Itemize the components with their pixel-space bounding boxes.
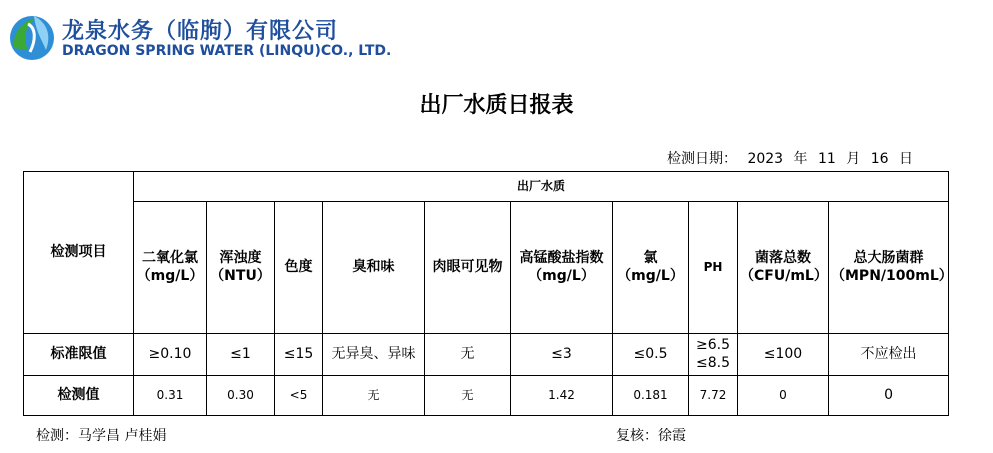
company-name-en: DRAGON SPRING WATER (LINQU)CO., LTD. <box>62 43 392 59</box>
column-header: 二氧化氯（mg/L） <box>134 202 207 334</box>
column-header: 氯（mg/L） <box>613 202 689 334</box>
table-cell: 无 <box>425 376 511 416</box>
table-cell: ≥0.10 <box>134 334 207 376</box>
water-drop-logo-icon <box>6 10 58 62</box>
table-cell: ≤1 <box>207 334 275 376</box>
limit-row-label: 标准限值 <box>24 334 134 376</box>
date-day-unit: 日 <box>899 151 913 167</box>
row-header-label: 检测项目 <box>24 172 134 334</box>
table-cell: 7.72 <box>689 376 738 416</box>
table-cell: 无 <box>425 334 511 376</box>
column-header: 高锰酸盐指数（mg/L） <box>511 202 613 334</box>
measured-row-label: 检测值 <box>24 376 134 416</box>
date-month: 11 <box>817 151 836 167</box>
table-cell: 0 <box>738 376 829 416</box>
table-cell: ≤3 <box>511 334 613 376</box>
table-cell: ≤0.5 <box>613 334 689 376</box>
column-header: PH <box>689 202 738 334</box>
table-cell: 无 <box>323 376 425 416</box>
column-header: 总大肠菌群（MPN/100mL） <box>829 202 949 334</box>
column-header: 浑浊度（NTU） <box>207 202 275 334</box>
table-cell: ≤100 <box>738 334 829 376</box>
date-year: 2023 <box>747 151 784 167</box>
date-year-unit: 年 <box>793 151 808 167</box>
table-cell: 0.30 <box>207 376 275 416</box>
table-cell: ≥6.5 ≤8.5 <box>689 334 738 376</box>
table-cell: 1.42 <box>511 376 613 416</box>
column-header: 色度 <box>275 202 323 334</box>
reviewer-signature: 复核：徐霞 <box>616 428 686 444</box>
company-name-cn: 龙泉水务（临朐）有限公司 <box>62 19 339 44</box>
column-header: 臭和味 <box>323 202 425 334</box>
column-header: 菌落总数（CFU/mL） <box>738 202 829 334</box>
table-cell: 0.181 <box>613 376 689 416</box>
table-cell: <5 <box>275 376 323 416</box>
table-row <box>24 376 949 416</box>
date-day: 16 <box>870 151 889 167</box>
group-header: 出厂水质 <box>134 172 949 202</box>
water-quality-table <box>23 171 953 416</box>
table-cell: 0 <box>829 376 949 416</box>
report-title: 出厂水质日报表 <box>419 92 574 118</box>
table-cell: 不应检出 <box>829 334 949 376</box>
table-cell: ≤15 <box>275 334 323 376</box>
date-label: 检测日期： <box>666 151 737 167</box>
table-cell: 无异臭、异味 <box>323 334 425 376</box>
column-header: 肉眼可见物 <box>425 202 511 334</box>
inspection-date <box>661 148 913 168</box>
table-cell: 0.31 <box>134 376 207 416</box>
inspector-signature: 检测：马学昌 卢桂娟 <box>36 428 167 444</box>
table-row <box>24 334 949 376</box>
date-month-unit: 月 <box>846 151 861 167</box>
